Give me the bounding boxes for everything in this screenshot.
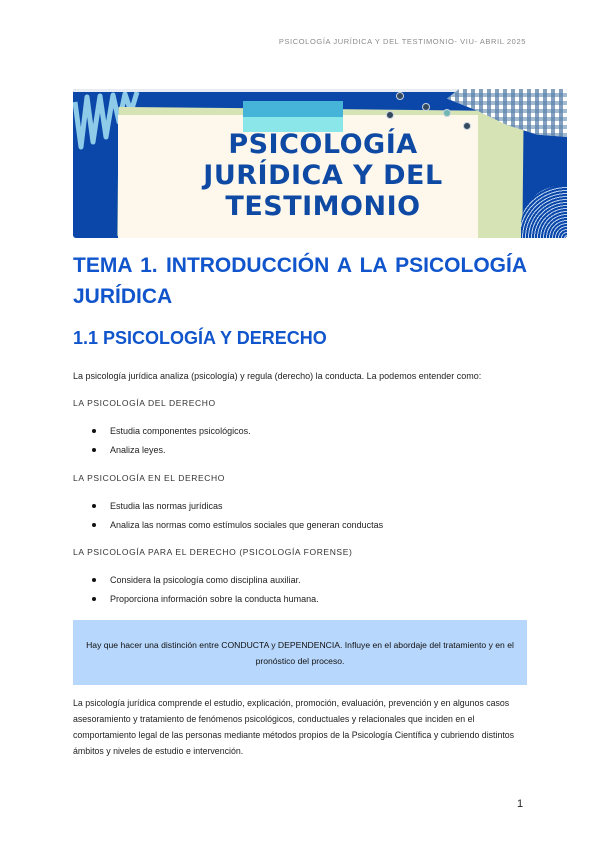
running-header: PSICOLOGÍA JURÍDICA Y DEL TESTIMONIO- VIU- ABRIL 2025 [278,37,526,46]
bullet-list-para-el-derecho [73,574,319,611]
banner-title-line-3: TESTIMONIO [225,191,421,222]
list-item-text: Estudia las normas jurídicas [110,501,223,511]
chapter-heading: TEMA 1. INTRODUCCIÓN A LA PSICOLOGÍA JURÍDICA [73,254,527,308]
bullet-icon [92,578,96,582]
callout-box [73,620,527,685]
subsection-title-del-derecho: LA PSICOLOGÍA DEL DERECHO [73,398,216,408]
list-item-text: Considera la psicología como disciplina auxiliar. [110,575,301,585]
sequin-icon [443,109,451,117]
list-item-text: Analiza las normas como estímulos sociales que generan conductas [110,519,384,530]
subsection-title-en-el-derecho: LA PSICOLOGÍA EN EL DERECHO [73,473,225,483]
wave-pattern-decoration [521,186,567,238]
list-item-text: Estudia componentes psicológicos. [110,426,251,436]
bullet-icon [92,597,96,601]
body-paragraph: La psicología jurídica comprende el estudio, explicación, promoción, evaluación, prevención y en algunos casos asesoramiento y tratamiento de fenómenos psicológicos, conductuales y relacionales que inciden en el comportamiento legal de las personas mediante métodos propios de la Psicología Científica y cubriendo distintos ámbitos y niveles de estudio e intervención. [73,698,515,756]
sequin-icon [386,111,394,119]
intro-text: La psicología jurídica analiza (psicología) y regula (derecho) la conducta. La podemos entender como: [73,371,482,381]
list-item [73,593,319,612]
bullet-list-en-el-derecho [73,500,383,537]
bullet-icon [92,523,96,527]
list-item [73,574,319,593]
cover-banner [73,89,567,238]
bullet-list-del-derecho [73,425,251,462]
callout-text: Hay que hacer una distinción entre CONDUCTA y DEPENDENCIA. Influye en el abordaje del tratamiento y en el pronóstico del proceso. [86,639,514,666]
sequin-icon [396,92,404,100]
list-item-text: Analiza leyes. [110,444,166,455]
list-item [73,500,383,519]
list-item-text: Proporciona información sobre la conducta humana. [110,593,319,604]
tape-decoration [243,101,343,117]
bullet-icon [92,429,96,433]
list-item [73,519,383,538]
banner-title-line-2: JURÍDICA Y DEL [203,160,443,191]
list-item [73,444,251,463]
section-heading: 1.1 PSICOLOGÍA Y DERECHO [73,328,327,348]
banner-title-line-1: PSICOLOGÍA [228,129,418,160]
bullet-icon [92,504,96,508]
banner-title [173,129,473,222]
sequin-icon [422,103,430,111]
page-number: 1 [517,798,524,810]
bullet-icon [92,448,96,452]
list-item [73,425,251,444]
subsection-title-para-el-derecho: LA PSICOLOGÍA PARA EL DERECHO (PSICOLOGÍA FORENSE) [73,547,353,557]
